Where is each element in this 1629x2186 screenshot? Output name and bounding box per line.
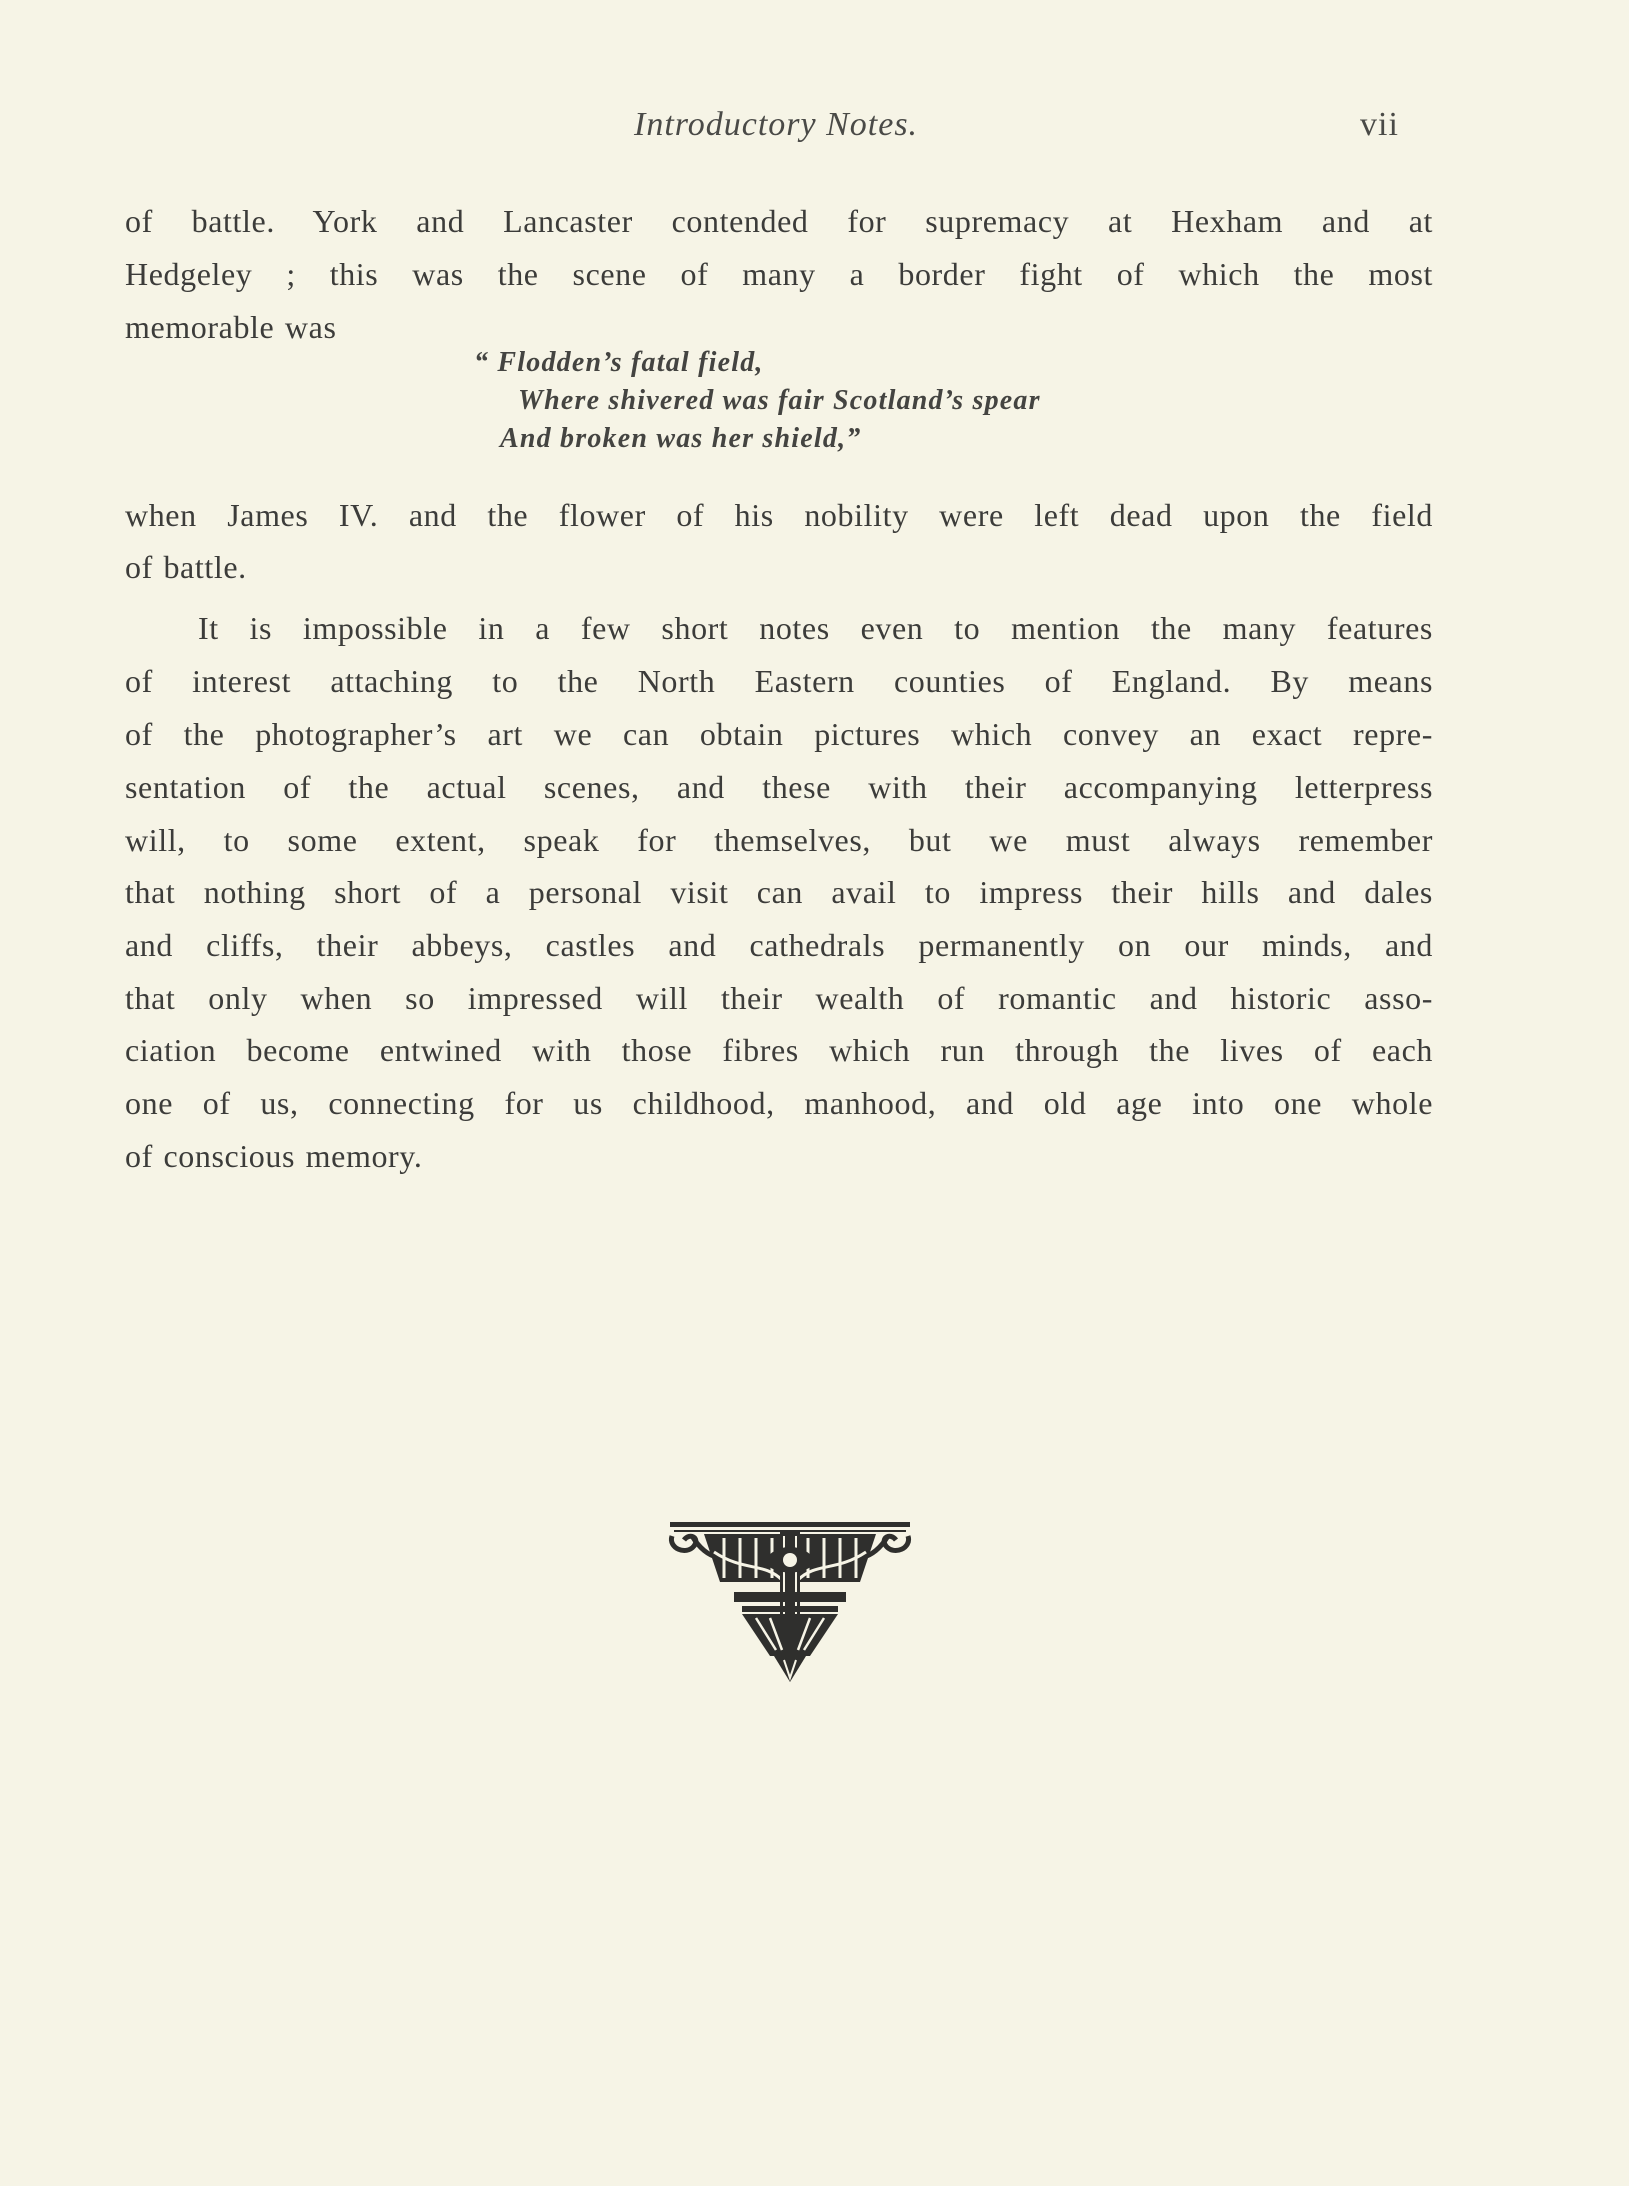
text-line: of conscious memory. bbox=[125, 1138, 423, 1174]
text-line: that only when so impressed will their wealth of romantic and historic asso- bbox=[125, 980, 1433, 1016]
text-line: when James IV. and the flower of his nobility were left dead upon the field bbox=[125, 497, 1433, 533]
verse-line: Where shivered was fair Scotland’s spear bbox=[518, 385, 1041, 416]
text-line: sentation of the actual scenes, and these with their accompanying letterpress bbox=[125, 769, 1433, 805]
page-number: vii bbox=[1360, 106, 1399, 143]
text-line: of interest attaching to the North Eastern counties of England. By means bbox=[125, 663, 1433, 699]
text-line: and cliffs, their abbeys, castles and cathedrals permanently on our minds, and bbox=[125, 927, 1433, 963]
text-line: of the photographer’s art we can obtain pictures which convey an exact repre- bbox=[125, 716, 1433, 752]
text-line: ciation become entwined with those fibres which run through the lives of each bbox=[125, 1032, 1433, 1068]
text-line: It is impossible in a few short notes even to mention the many features bbox=[198, 610, 1433, 646]
text-line: memorable was bbox=[125, 309, 337, 345]
verse-line: And broken was her shield,” bbox=[500, 423, 862, 454]
tailpiece-ornament-icon bbox=[664, 1522, 916, 1686]
text-line: one of us, connecting for us childhood, manhood, and old age into one whole bbox=[125, 1085, 1433, 1121]
verse-line: “ Flodden’s fatal field, bbox=[474, 347, 764, 378]
running-head bbox=[0, 106, 1629, 154]
text-line: will, to some extent, speak for themselves, but we must always remember bbox=[125, 822, 1433, 858]
text-line: of battle. York and Lancaster contended for supremacy at Hexham and at bbox=[125, 203, 1433, 239]
text-line: that nothing short of a personal visit can avail to impress their hills and dales bbox=[125, 874, 1433, 910]
text-line: Hedgeley ; this was the scene of many a border fight of which the most bbox=[125, 256, 1433, 292]
text-line: of battle. bbox=[125, 549, 247, 585]
running-title: Introductory Notes. bbox=[634, 106, 919, 143]
